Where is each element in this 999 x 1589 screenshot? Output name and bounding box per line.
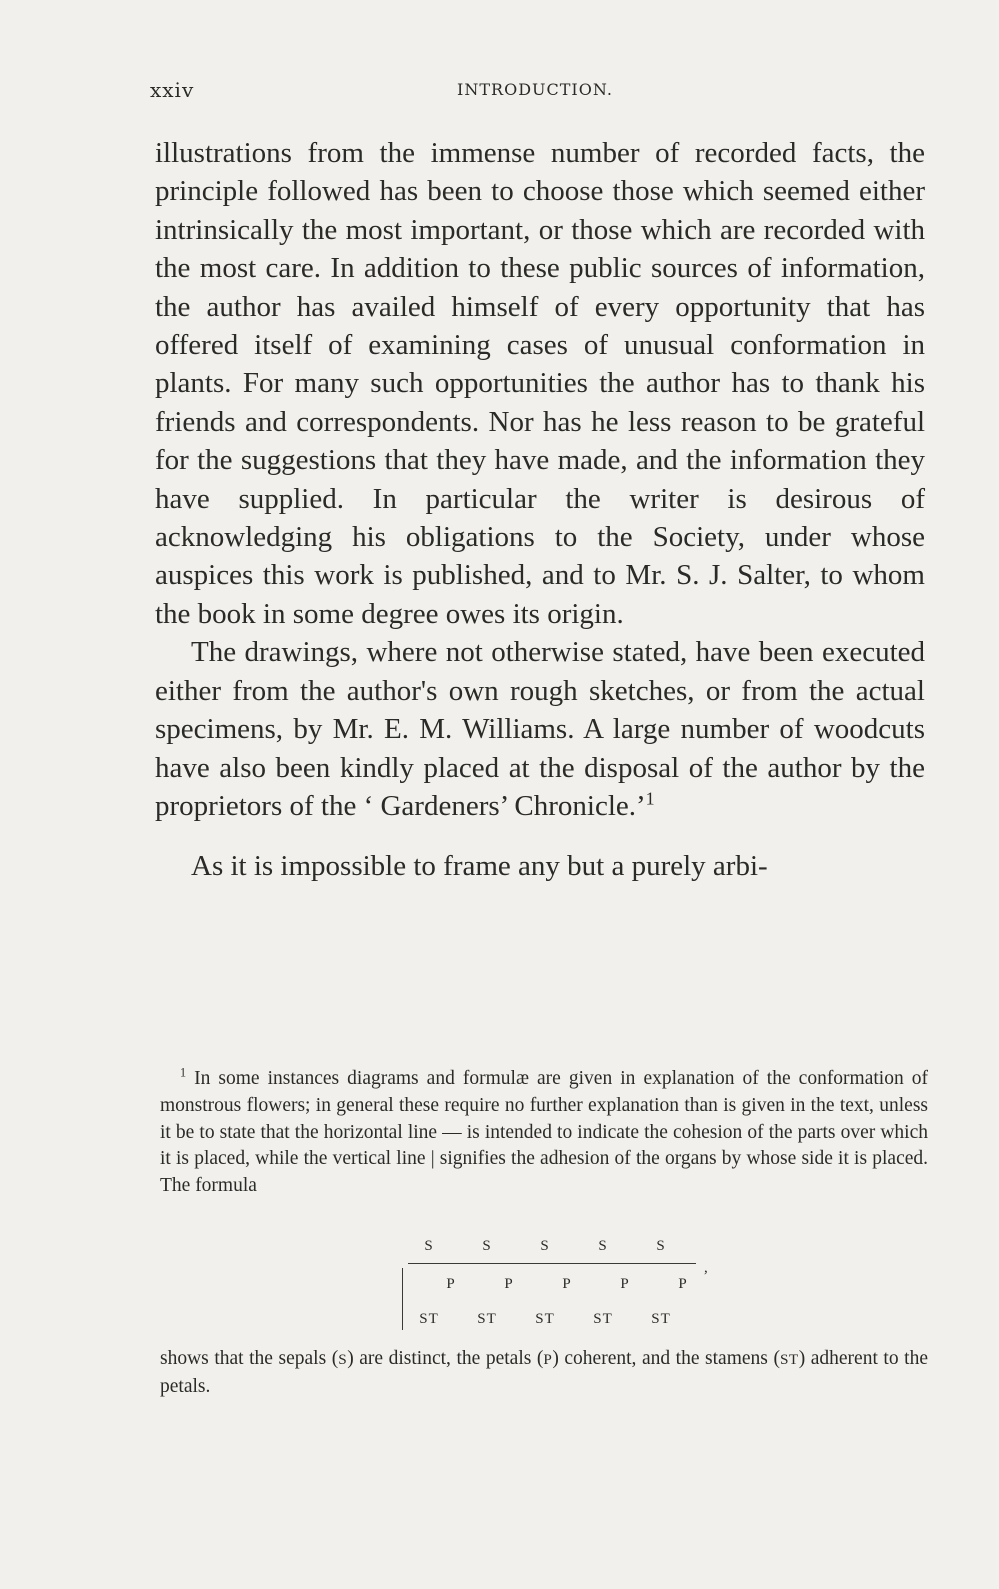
page-number: xxiv — [150, 78, 195, 102]
formula-explanation-text — [160, 1346, 928, 1401]
formula-petal: P — [504, 1276, 514, 1292]
formula-petal: P — [562, 1276, 572, 1292]
formula-petal: P — [620, 1276, 630, 1292]
footnote — [160, 1066, 928, 1200]
footnote-body: In some instances diagrams and formulæ are given in explanation of the conformation of monstrous flowers; in general these require no further explanation than is given in the text, unless it be to state that the horizontal line — is intended to indicate the cohesion of the parts over which it is placed, while the vertical line | signifies the adhesion of the organs by whose side it is placed. The formula — [160, 1068, 929, 1197]
formula-petal: P — [446, 1276, 456, 1292]
formula-petals-row — [422, 1276, 712, 1293]
caption-abbrev-petals: P — [543, 1351, 553, 1368]
footnote-marker: 1 — [180, 1065, 187, 1080]
caption-part: ) are distinct, the petals ( — [347, 1348, 544, 1369]
formula-explanation — [160, 1346, 928, 1401]
running-head — [150, 78, 920, 108]
caption-part: ) coherent, and the stamens ( — [552, 1348, 780, 1369]
caption-abbrev-stamens: ST — [779, 1351, 799, 1368]
formula-sepals-row — [400, 1238, 690, 1255]
footnote-reference: 1 — [645, 788, 655, 809]
paragraph-2-text: The drawings, where not otherwise stated, have been executed either from the author's own rough sketches, or from the actual specimens, by Mr. E. M. Williams. A large number of woodcuts have also been kindly placed at the disposal of the author by the proprietors of the ‘ Gardeners’ Chronicle.’ — [155, 636, 925, 822]
formula-sepal: S — [424, 1238, 434, 1254]
formula-comma: , — [704, 1260, 709, 1276]
formula-sepal: S — [540, 1238, 550, 1254]
formula-stamen: ST — [535, 1311, 555, 1327]
formula-stamen: ST — [651, 1311, 671, 1327]
caption-part: shows that the sepals ( — [160, 1348, 339, 1369]
formula-sepal: S — [482, 1238, 492, 1254]
body-text — [155, 134, 925, 886]
caption-abbrev-sepals: S — [338, 1351, 348, 1368]
formula-sepal: S — [598, 1238, 608, 1254]
running-title: INTRODUCTION. — [457, 80, 613, 99]
formula-stamen: ST — [477, 1311, 497, 1327]
formula-stamen: ST — [419, 1311, 439, 1327]
footnote-text — [160, 1066, 928, 1200]
formula-stamen: ST — [593, 1311, 613, 1327]
formula-stamens-row — [400, 1311, 690, 1328]
floral-formula — [400, 1238, 730, 1338]
caption-part: ) adherent to the petals. — [160, 1348, 928, 1397]
formula-sepal: S — [656, 1238, 666, 1254]
paragraph-3: As it is impossible to frame any but a purely arbi- — [191, 850, 768, 883]
paragraph-2 — [155, 633, 925, 825]
paragraph-1: illustrations from the immense number of recorded facts, the principle followed has been to choose those which seemed either intrinsically the most important, or those which are recorded with the most care. In addition to these public sources of information, the author has availed himself of every opportunity that has offered itself of examining cases of unusual conformation in plants. For many such opportunities the author has to thank his friends and correspondents. Nor has he less reason to be grateful for the suggestions that they have made, and the information they have supplied. In particular the writer is desirous of acknowledging his obligations to the Society, under whose auspices this work is published, and to Mr. S. J. Salter, to whom the book in some degree owes its origin. — [155, 137, 925, 630]
cohesion-line — [408, 1263, 696, 1264]
formula-petal: P — [678, 1276, 688, 1292]
